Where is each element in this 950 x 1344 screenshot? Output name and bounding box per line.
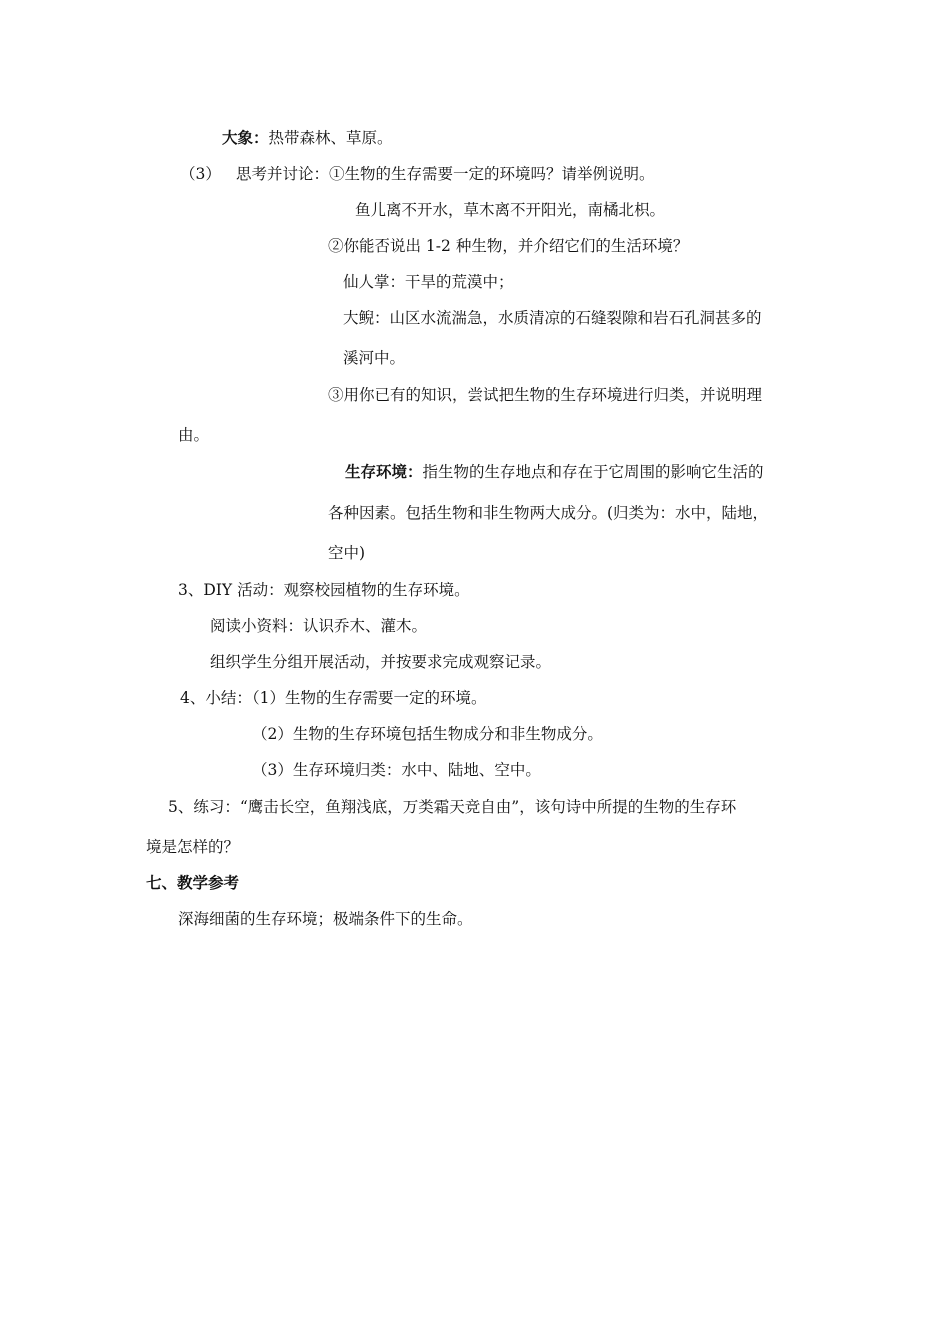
summary-point-2: （2）生物的生存环境包括生物成分和非生物成分。 (252, 725, 603, 743)
q3-question-3-line-1: ③用你已有的知识，尝试把生物的生存环境进行归类，并说明理 (328, 386, 763, 404)
elephant-text: 热带森林、草原。 (268, 129, 393, 147)
definition-line-1 (345, 462, 764, 482)
q3-question-2: ②你能否说出 1-2 种生物，并介绍它们的生活环境？ (328, 237, 689, 255)
reference-heading: 七、教学参考 (146, 874, 240, 892)
salamander-line-1: 大鲵：山区水流湍急，水质清凉的石缝裂隙和岩石孔洞甚多的 (343, 309, 762, 327)
q3-answer-1: 鱼儿离不开水，草木离不开阳光，南橘北枳。 (355, 201, 666, 219)
cactus-line: 仙人掌：干旱的荒漠中； (343, 273, 514, 291)
practice-line-2: 境是怎样的？ (146, 838, 240, 856)
summary-title: 4、小结：（1）生物的生存需要一定的环境。 (180, 689, 487, 707)
q3-intro: 思考并讨论：①生物的生存需要一定的环境吗？请举例说明。 (236, 165, 655, 183)
definition-term: 生存环境： (345, 463, 423, 481)
definition-line-3: 空中) (328, 544, 366, 562)
diy-organize: 组织学生分组开展活动，并按要求完成观察记录。 (210, 653, 552, 671)
diy-title: 3、DIY 活动：观察校园植物的生存环境。 (178, 581, 470, 599)
summary-point-3: （3）生存环境归类：水中、陆地、空中。 (252, 761, 541, 779)
practice-line-1: 5、练习：“鹰击长空，鱼翔浅底，万类霜天竞自由”，该句诗中所提的生物的生存环 (168, 798, 737, 816)
definition-text-1: 指生物的生存地点和存在于它周围的影响它生活的 (422, 463, 764, 481)
definition-line-2: 各种因素。包括生物和非生物两大成分。(归类为：水中，陆地， (328, 504, 769, 522)
elephant-line (222, 128, 393, 148)
reference-text: 深海细菌的生存环境；极端条件下的生命。 (178, 910, 473, 928)
diy-read: 阅读小资料：认识乔木、灌木。 (210, 617, 428, 635)
q3-number: （3） (180, 165, 221, 183)
elephant-term: 大象： (222, 129, 269, 147)
salamander-line-2: 溪河中。 (343, 349, 406, 367)
q3-question-3-line-2: 由。 (178, 426, 210, 444)
